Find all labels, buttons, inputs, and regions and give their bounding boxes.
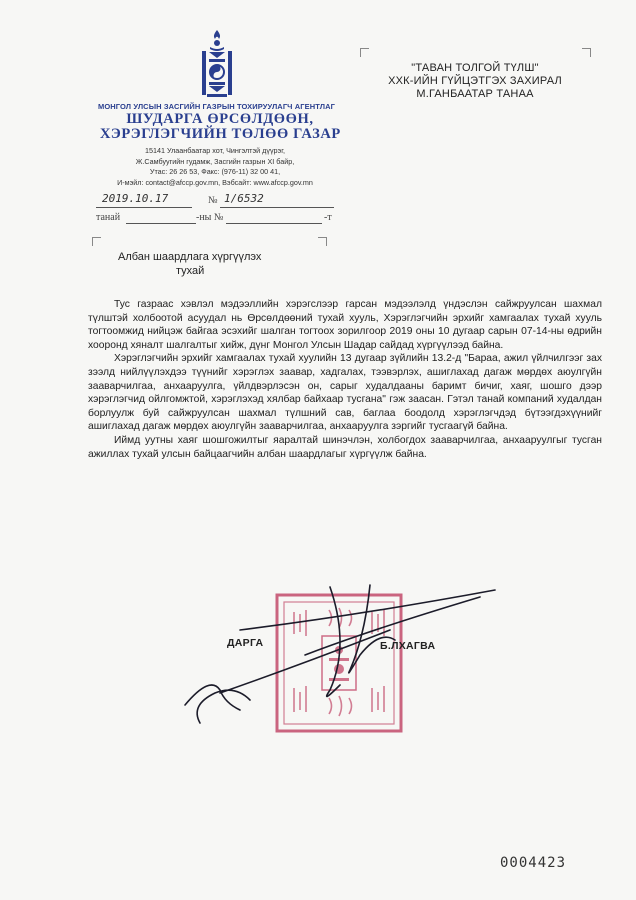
contact-phone-line: Утас: 26 26 53, Факс: (976-11) 32 00 41, <box>149 167 281 176</box>
date-handwritten: 2019.10.17 <box>102 192 169 205</box>
number-handwritten: 1/6532 <box>224 192 264 205</box>
number-label: № <box>208 195 218 206</box>
contact-address-line2: Ж.Самбуугийн гудамж, Засгийн газрын XI байр, <box>135 156 295 166</box>
agency-name <box>100 112 340 142</box>
addressee-block <box>360 62 590 101</box>
addressee-name: М.ГАНБААТАР ТАНАА <box>416 88 534 100</box>
signatory-title: ДАРГА <box>227 637 264 649</box>
contact-email-line: И-мэйл: contact@afccp.gov.mn, Вэбсайт: www.afccp.gov.mn <box>117 177 313 187</box>
subject-bracket-right <box>318 237 327 246</box>
subject-line1: Албан шаардлага хүргүүлэх <box>118 251 262 263</box>
letter-body <box>88 298 602 461</box>
subject-line2: тухай <box>176 265 205 277</box>
letter-subject <box>118 250 318 278</box>
body-paragraph-3: Иймд уутны хаяг шошгожилтыг яаралтай шинэчлэн, холбогдох зааварчилгаа, анхааруулгыг тусган ажиллах тухай улсын байцаагчийн албан шаардлагыг хүргүүлж байна. <box>88 434 602 460</box>
date-number-block <box>96 194 336 230</box>
addressee-bracket-right <box>582 48 591 57</box>
state-emblem-icon <box>197 28 237 100</box>
addressee-company: "ТАВАН ТОЛГОЙ ТҮЛШ" <box>411 62 539 74</box>
t-label: -т <box>324 212 332 223</box>
body-paragraph-1: Тус газраас хэвлэл мэдээллийн хэрэгслээр гарсан мэдээлэлд үндэслэн сайжруулсан шахмал түлштэй холбоотой асуудал нь Өрсөлдөөний тухай хууль, Хэрэглэгчийн эрхийг хамгаалах тухай хууль тогтоомжид нийцэж байгаа эсэхийг шалган тогтоох зорилгоор 2019 оны 10 дугаар сарын 07-14-ны өдрийн хооронд хяналт шалгалтыг хийж, дүнг Монгол Улсын Шадар сайдад хүргүүлээд байна. <box>88 299 602 351</box>
handwritten-signature-icon <box>180 575 500 735</box>
agency-contact <box>90 146 340 188</box>
body-paragraph-2: Хэрэглэгчийн эрхийг хамгаалах тухай хуулийн 13 дугаар зүйлийн 13.2-д "Бараа, ажил үйлчилгээг зах зээлд нийлүүлэхдээ түүнийг хэрэглэх заавар, хадгалах, тээвэрлэх, ашиглахад дагаж мөрдөх аюулгүйн зааварчилгаа, анхааруулга, үйлдвэрлэсэн он, сарыг худалдааны баримт бичиг, хаяг, шошго дээр хэрэглэгчид ойлгомжтой, хэрэглэхэд хялбар байхаар тусгана" гэж заасан. Гэтэл танай компаний худалдан борлуулж буй сайжруулсан шахмал түлшний сав, баглаа боодолд хэрэглэгчдэд бүтээгдэхүүнийг ашиглахад дагаж мөрдөх аюулгүйн зааварчилгаа, анхааруулга зэргийг тусгаагүй байна. <box>88 353 602 433</box>
agency-name-line1: ШУДАРГА ӨРСӨЛДӨӨН, <box>126 111 314 127</box>
addressee-position: ХХК-ИЙН ГҮЙЦЭТГЭХ ЗАХИРАЛ <box>388 75 562 87</box>
addressee-bracket-left <box>360 48 369 57</box>
document-serial-number: 0004423 <box>500 855 567 871</box>
subject-bracket-left <box>92 237 101 246</box>
contact-address-line1: 15141 Улаанбаатар хот, Чингэлтэй дүүрэг, <box>145 146 285 155</box>
signatory-name: Б.ЛХАГВА <box>380 640 436 652</box>
agency-name-line2: ХЭРЭГЛЭГЧИЙН ТӨЛӨӨ ГАЗАР <box>100 126 341 142</box>
ny-number-label: -ны № <box>196 212 224 223</box>
tanai-label: танай <box>96 212 121 223</box>
agency-parent-name: МОНГОЛ УЛСЫН ЗАСГИЙН ГАЗРЫН ТОХИРУУЛАГЧ АГЕНТЛАГ <box>98 102 335 111</box>
